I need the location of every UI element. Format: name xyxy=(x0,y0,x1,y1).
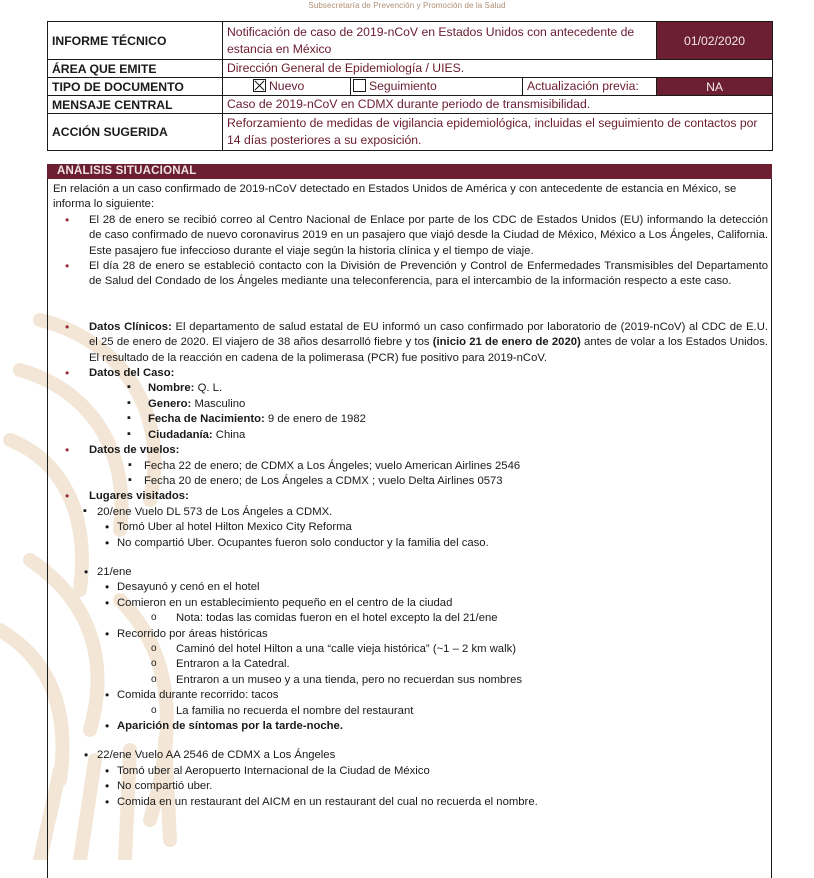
report-header-table xyxy=(47,21,773,151)
flight-item: ▪ Fecha 20 de enero; de Los Ángeles a CDMX ; vuelo Delta Airlines 0573 xyxy=(56,474,768,489)
clinical-label: Datos Clínicos: xyxy=(89,320,172,333)
case-field: ▪ Ciudadanía: China xyxy=(56,428,768,443)
jan22-item: • Comida en un restaurant del AICM en un restaurant del cual no recuerda el nombre. xyxy=(56,795,768,810)
jan22-item: • No compartió uber. xyxy=(56,779,768,794)
jan21-subitem: o La familia no recuerda el nombre del restaurant xyxy=(56,704,768,719)
nuevo-label: Nuevo xyxy=(269,79,305,93)
jan20-item: • Tomó Uber al hotel Hilton Mexico City Reforma xyxy=(56,520,768,535)
actualizacion-label: Actualización previa: xyxy=(523,78,657,96)
seguimiento-option xyxy=(351,78,523,96)
analysis-content xyxy=(53,182,768,810)
checkbox-checked-icon xyxy=(253,79,266,92)
jan21-item xyxy=(56,719,768,734)
tipo-label: TIPO DE DOCUMENTO xyxy=(48,78,223,96)
jan21-subitem: o Nota: todas las comidas fueron en el hotel excepto la del 21/ene xyxy=(56,611,768,626)
symptom-onset: Aparición de síntomas por la tarde-noche. xyxy=(117,720,343,732)
jan21-item: • Desayunó y cenó en el hotel xyxy=(56,580,768,595)
nuevo-option xyxy=(223,78,351,96)
top-subtitle: Subsecretaría de Prevención y Promoción de la Salud xyxy=(308,1,506,10)
accion-value: Reforzamiento de medidas de vigilancia epidemiológica, incluidas el seguimiento de contactos por 14 días posteriores a su exposición. xyxy=(223,114,773,151)
informe-value: Notificación de caso de 2019-nCoV en Estados Unidos con antecedente de estancia en México xyxy=(223,22,657,60)
case-field: ▪ Fecha de Nacimiento: 9 de enero de 1982 xyxy=(56,412,768,427)
jan22-item: • Tomó uber al Aeropuerto Internacional de la Ciudad de México xyxy=(56,764,768,779)
jan21-title: • 21/ene xyxy=(56,565,768,580)
checkbox-empty-icon xyxy=(353,79,366,92)
accion-label: ACCIÓN SUGERIDA xyxy=(48,114,223,151)
bullet-places xyxy=(56,489,768,504)
jan21-item: • Recorrido por áreas históricas xyxy=(56,627,768,642)
bullet-flights xyxy=(56,443,768,458)
area-label: ÁREA QUE EMITE xyxy=(48,60,223,78)
jan21-subitem: o Entraron a la Catedral. xyxy=(56,657,768,672)
actualizacion-value: NA xyxy=(657,78,773,96)
seguimiento-label: Seguimiento xyxy=(369,79,437,93)
jan20-item: • No compartió Uber. Ocupantes fueron solo conductor y la familia del caso. xyxy=(56,536,768,551)
mensaje-label: MENSAJE CENTRAL xyxy=(48,96,223,114)
jan21-subitem: o Entraron a un museo y a una tienda, pero no recuerdan sus nombres xyxy=(56,673,768,688)
jan21-item: • Comieron en un establecimiento pequeño en el centro de la ciudad xyxy=(56,596,768,611)
report-date: 01/02/2020 xyxy=(657,22,773,60)
mensaje-value: Caso de 2019-nCoV en CDMX durante periodo de transmisibilidad. xyxy=(223,96,773,114)
bullet-cne-email: • El 28 de enero se recibió correo al Centro Nacional de Enlace por parte de los CDC de Estados Unidos (EU) informando la detección de caso confirmado de nuevo coronavirus 2019 en un pasajero que viajó desde la Ciudad de México, México a Los Ángeles, California. Este pasajero fue infeccioso durante el viaje según la historia clínica y el tiempo de viaje. xyxy=(56,213,768,259)
flight-item: ▪ Fecha 22 de enero; de CDMX a Los Ángeles; vuelo American Airlines 2546 xyxy=(56,459,768,474)
area-value: Dirección General de Epidemiología / UIES. xyxy=(223,60,773,78)
flights-label: Datos de vuelos: xyxy=(89,444,180,457)
clinical-text-a: El departamento de salud estatal de EU informó un caso confirmado por laboratorio de (2019-nCoV) al CDC de E.U. el 25 de enero de 2020. El viajero de 38 años desarrolló fiebre y tos xyxy=(89,320,768,349)
informe-label: INFORME TÉCNICO xyxy=(48,22,223,60)
bullet-teleconference: • El día 28 de enero se estableció contacto con la División de Prevención y Control de Enfermedades Transmisibles del Departamento de Salud del Condado de los Ángeles mediante una teleconferencia, para el intercambio de la información respecto a este caso. xyxy=(56,259,768,290)
clinical-text-b: antes de volar a los Estados Unidos. El resultado de la reacción en cadena de la polimerasa (PCR) fue positivo para 2019-nCoV. xyxy=(89,336,768,364)
case-field: ▪ Nombre: Q. L. xyxy=(56,381,768,396)
places-label: Lugares visitados: xyxy=(89,490,189,503)
bullet-clinical-data xyxy=(56,320,768,366)
case-label: Datos del Caso: xyxy=(89,367,175,380)
jan20-title: ▪ 20/ene Vuelo DL 573 de Los Ángeles a CDMX. xyxy=(56,505,768,520)
jan22-title: • 22/ene Vuelo AA 2546 de CDMX a Los Ángeles xyxy=(56,748,768,763)
case-field: ▪ Genero: Masculino xyxy=(56,397,768,412)
analysis-intro: En relación a un caso confirmado de 2019-nCoV detectado en Estados Unidos de América y con antecedente de estancia en México, se informa lo siguiente: xyxy=(53,183,737,211)
clinical-onset: (inicio 21 de enero de 2020) xyxy=(432,336,581,349)
analysis-section-title: ANÁLISIS SITUACIONAL xyxy=(47,164,772,179)
bullet-case-data xyxy=(56,366,768,381)
jan21-item: • Comida durante recorrido: tacos xyxy=(56,688,768,703)
jan21-subitem: o Caminó del hotel Hilton a una “calle vieja histórica” (~1 – 2 km walk) xyxy=(56,642,768,657)
